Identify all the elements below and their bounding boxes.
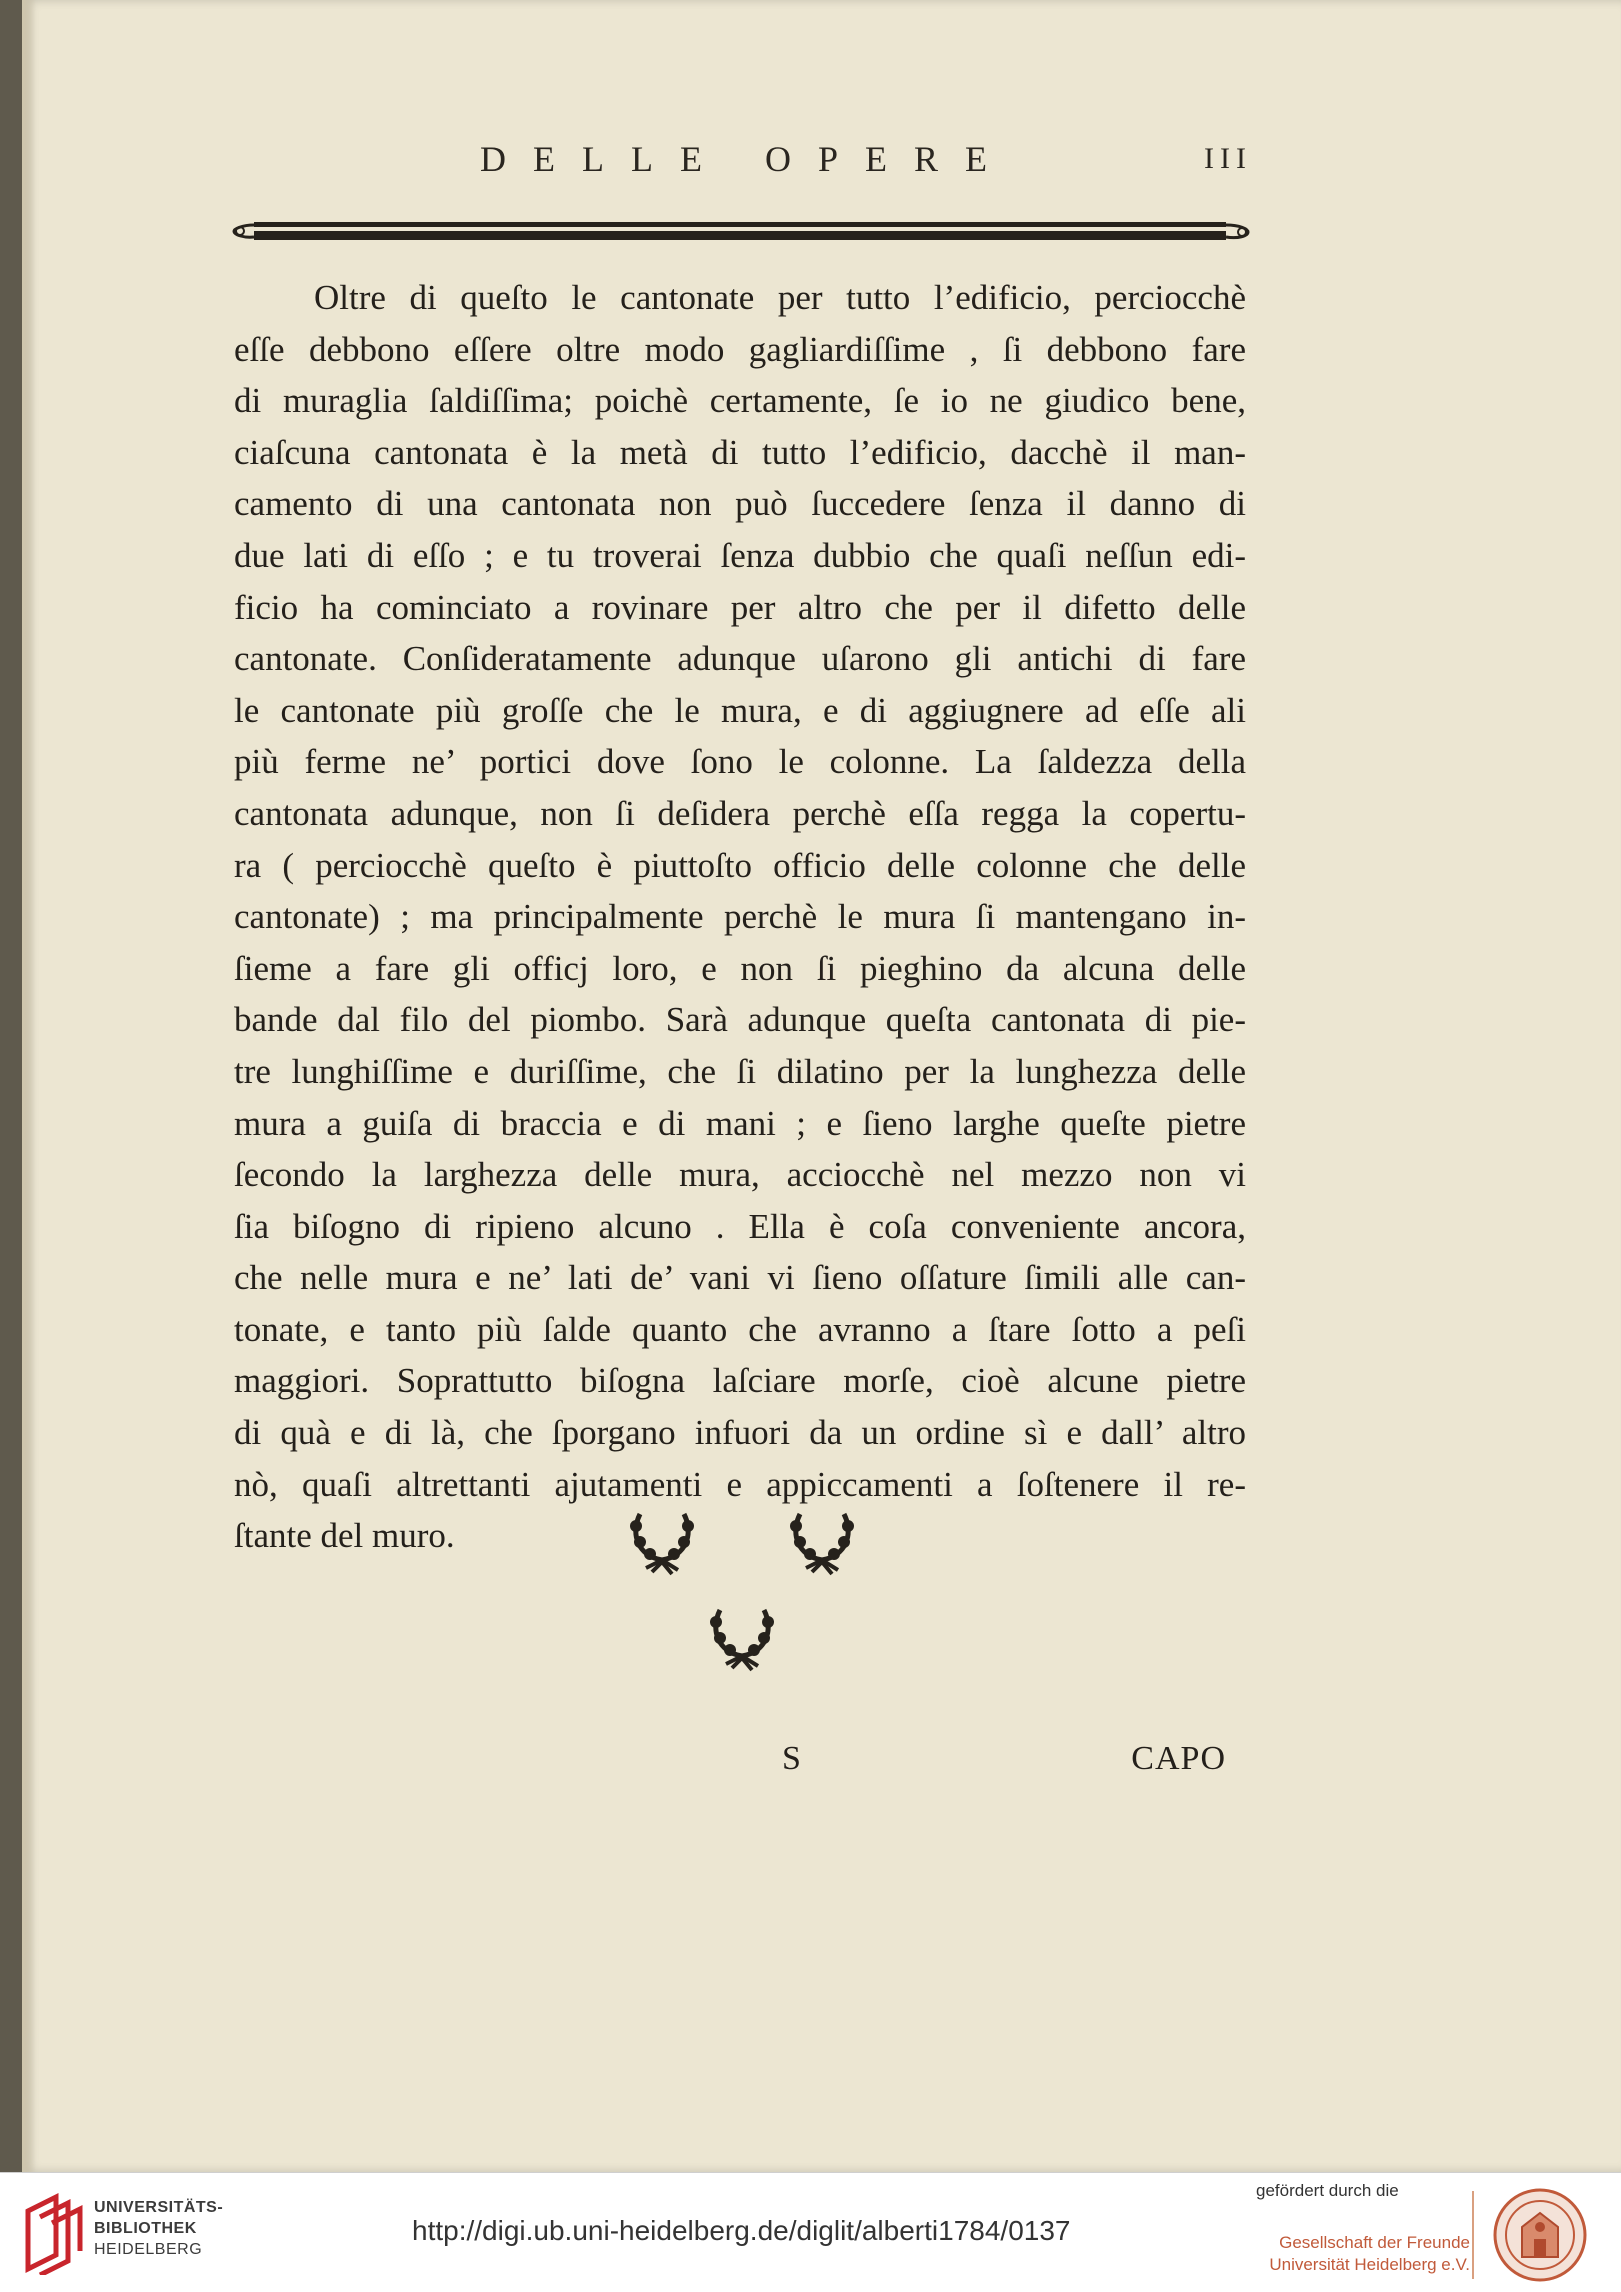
text-line: più ferme ne’ portici dove ſono le colonne. La ſaldezza della: [234, 742, 1246, 782]
book-page: [22, 0, 1621, 2172]
university-seal-icon: [1492, 2187, 1588, 2283]
text-line: ra ( perciocchè queſto è piuttoſto officio delle colonne che delle: [234, 845, 1246, 885]
text-line: Oltre di queſto le cantonate per tutto l’edificio, perciocchè: [314, 278, 1246, 317]
permalink-url[interactable]: http://digi.ub.uni-heidelberg.de/diglit/alberti1784/0137: [412, 2215, 1071, 2246]
text-line: di quà e di là, che ſporgano infuori da un ordine sì e dall’ altro: [234, 1413, 1246, 1453]
text-line: di muraglia ſaldiſſima; poichè certamente, ſe io ne giudico bene,: [234, 381, 1246, 421]
wreath-ornament-icon: [622, 1500, 702, 1580]
wreath-ornament-icon: [782, 1500, 862, 1580]
signature-mark: S: [782, 1740, 801, 1777]
sponsor-name-line: Universität Heidelberg e.V.: [1269, 2255, 1470, 2274]
text-line: mura a guiſa di braccia e di mani ; e ſieno larghe queſte pietre: [234, 1103, 1246, 1143]
page-numeral: III: [1204, 142, 1252, 175]
text-line: ſieme a fare gli officj loro, e non ſi pieghino da alcuna delle: [234, 948, 1246, 988]
text-line: eſſe debbono eſſere oltre modo gagliardiſſime , ſi debbono fare: [234, 329, 1246, 369]
text-line: ſia biſogno di ripieno alcuno . Ella è coſa conveniente ancora,: [234, 1206, 1246, 1246]
text-line: due lati di eſſo ; e tu troverai ſenza dubbio che quaſi neſſun edi-: [234, 535, 1246, 575]
body-text: [234, 272, 1246, 1562]
text-line: tre lunghiſſime e duriſſime, che ſi dilatino per la lunghezza delle: [234, 1051, 1246, 1091]
university-library-logo-icon: [22, 2191, 86, 2275]
text-line: nò, quaſi altrettanti ajutamenti e appiccamenti a ſoſtenere il re-: [234, 1464, 1246, 1504]
text-line: cantonata adunque, non ſi deſidera perchè eſſa regga la copertu-: [234, 793, 1246, 833]
library-name-line: HEIDELBERG: [94, 2241, 203, 2258]
tailpiece-ornaments: [622, 1500, 882, 1690]
running-title: DELLE OPERE: [480, 139, 1014, 179]
text-line: le cantonate più groſſe che le mura, e di aggiugnere ad eſſe ali: [234, 690, 1246, 730]
text-line: camento di una cantonata non può ſuccedere ſenza il danno di: [234, 484, 1246, 524]
text-line: ſecondo la larghezza delle mura, acciocchè nel mezzo non vi: [234, 1155, 1246, 1195]
text-line: tonate, e tanto più ſalde quanto che avranno a ſtare ſotto a peſi: [234, 1309, 1246, 1349]
running-head: [222, 138, 1252, 188]
sponsor-lead: gefördert durch die: [1256, 2181, 1399, 2200]
text-line: ciaſcuna cantonata è la metà di tutto l’edificio, dacchè il man-: [234, 432, 1246, 472]
library-name-line: BIBLIOTHEK: [94, 2220, 197, 2237]
ornamental-rule: [230, 212, 1252, 250]
university-library-name: [94, 2197, 223, 2260]
text-line: che nelle mura e ne’ lati de’ vani vi ſieno oſſature ſimili alle can-: [234, 1258, 1246, 1298]
viewer-footer: [0, 2172, 1621, 2292]
text-line: bande dal filo del piombo. Sarà adunque queſta cantonata di pie-: [234, 1000, 1246, 1040]
catchword: CAPO: [1131, 1740, 1226, 1777]
text-line: ficio ha cominciato a rovinare per altro che per il difetto delle: [234, 587, 1246, 627]
library-name-line: UNIVERSITÄTS-: [94, 2199, 224, 2216]
text-line: cantonate. Conſideratamente adunque uſarono gli antichi di fare: [234, 639, 1246, 679]
text-line: ſtante del muro.: [234, 1516, 455, 1556]
sponsor-name-line: Gesellschaft der Freunde: [1279, 2233, 1470, 2252]
wreath-ornament-icon: [702, 1596, 782, 1676]
text-line: cantonate) ; ma principalmente perchè le mura ſi mantengano in-: [234, 897, 1246, 937]
text-line: maggiori. Soprattutto biſogna laſciare morſe, cioè alcune pietre: [234, 1361, 1246, 1401]
sponsor-divider: [1472, 2191, 1474, 2279]
